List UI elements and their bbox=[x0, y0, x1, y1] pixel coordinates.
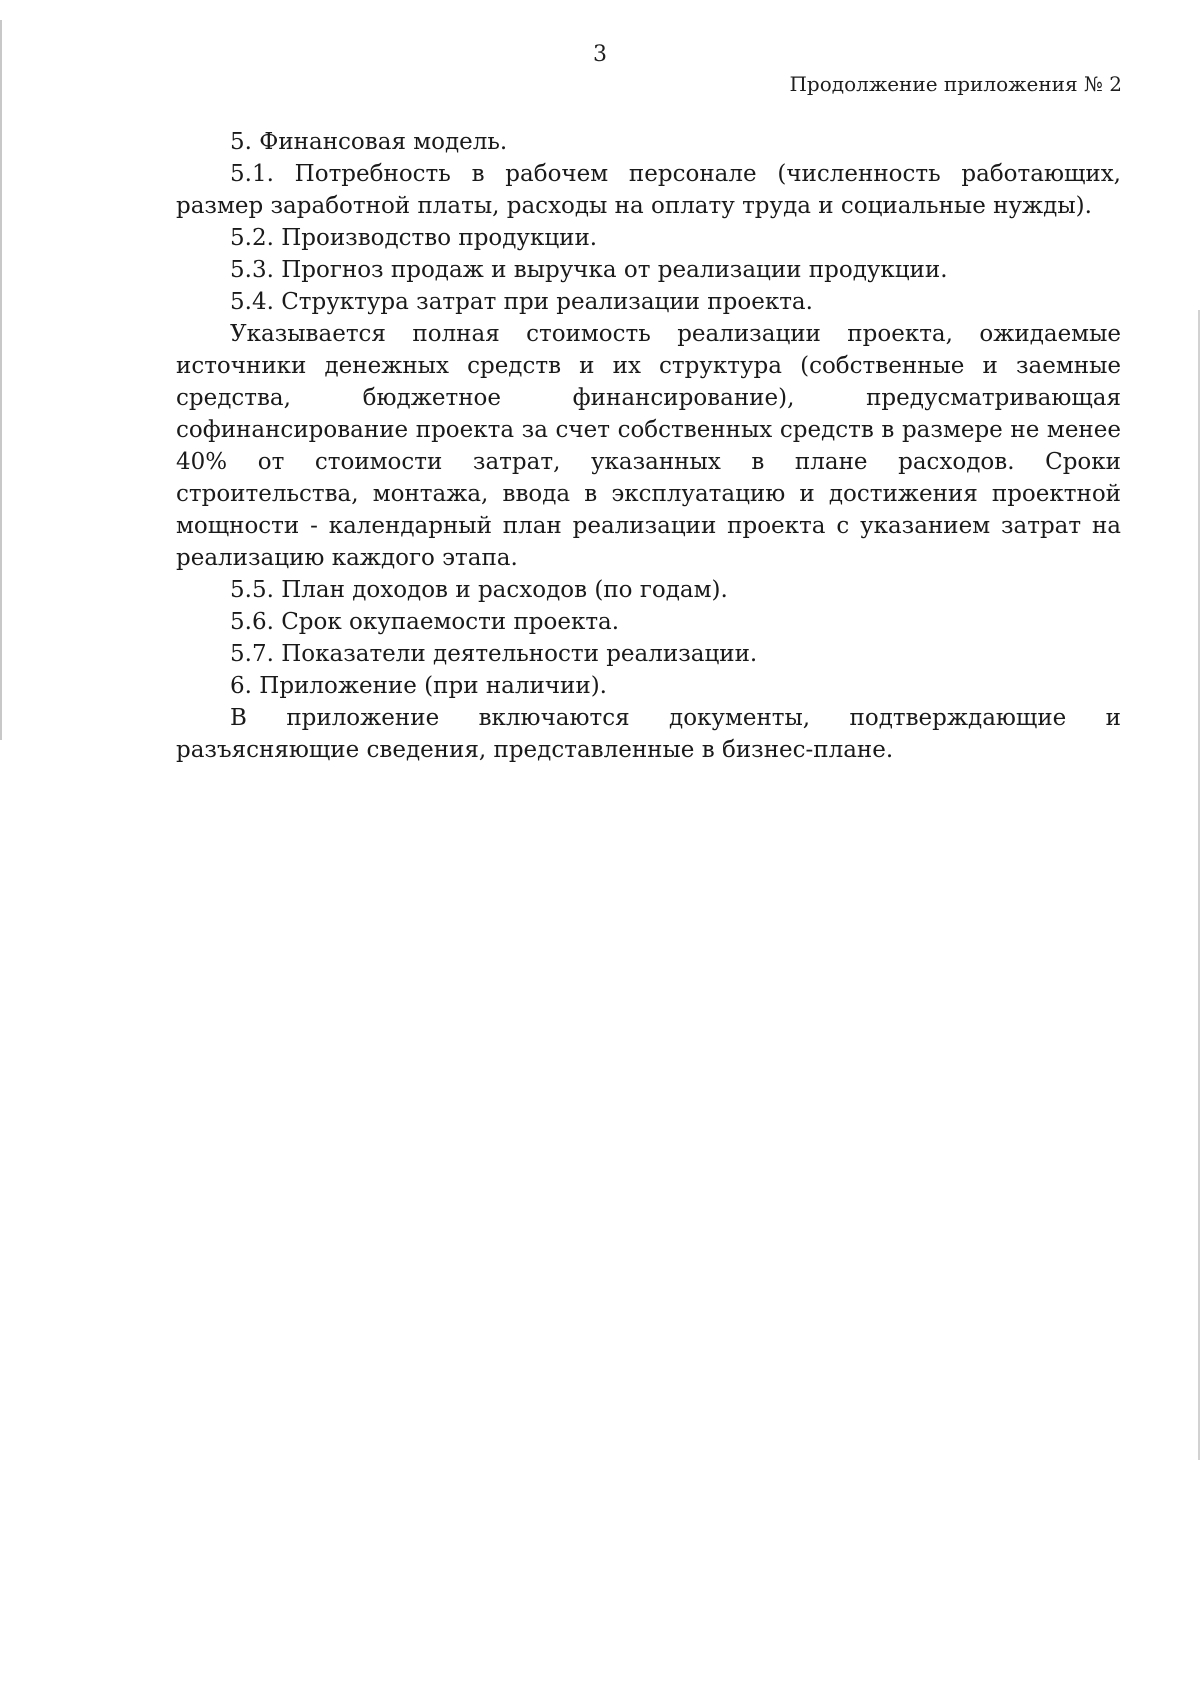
page-number: 3 bbox=[593, 42, 607, 67]
section-5-2: 5.2. Производство продукции. bbox=[230, 225, 598, 251]
section-5-1: 5.1. Потребность в рабочем персонале (численность работающих, размер заработной платы, расходы на оплату труда и социальные нужды). bbox=[176, 161, 1121, 219]
section-5-3: 5.3. Прогноз продаж и выручка от реализации продукции. bbox=[230, 257, 948, 283]
section-5-6: 5.6. Срок окупаемости проекта. bbox=[230, 609, 620, 635]
section-5-4: 5.4. Структура затрат при реализации проекта. bbox=[230, 289, 813, 315]
section-5-5: 5.5. План доходов и расходов (по годам). bbox=[230, 577, 728, 603]
scan-edge-left bbox=[0, 20, 2, 740]
document-body bbox=[176, 126, 1121, 766]
section-5-4-description: Указывается полная стоимость реализации проекта, ожидаемые источники денежных средств и их структура (собственные и заемные средства, бюджетное финансирование), предусматривающая софинансирование проекта за счет собственных средств в размере не менее 40% от стоимости затрат, указанных в плане расходов. Сроки строительства, монтажа, ввода в эксплуатацию и достижения проектной мощности - календарный план реализации проекта с указанием затрат на реализацию каждого этапа. bbox=[176, 321, 1121, 571]
section-6-description: В приложение включаются документы, подтверждающие и разъясняющие сведения, представленные в бизнес-плане. bbox=[176, 705, 1121, 763]
appendix-continuation-note: Продолжение приложения № 2 bbox=[789, 72, 1122, 96]
section-5-7: 5.7. Показатели деятельности реализации. bbox=[230, 641, 758, 667]
section-6-heading: 6. Приложение (при наличии). bbox=[230, 673, 607, 699]
section-5-heading: 5. Финансовая модель. bbox=[230, 129, 508, 155]
